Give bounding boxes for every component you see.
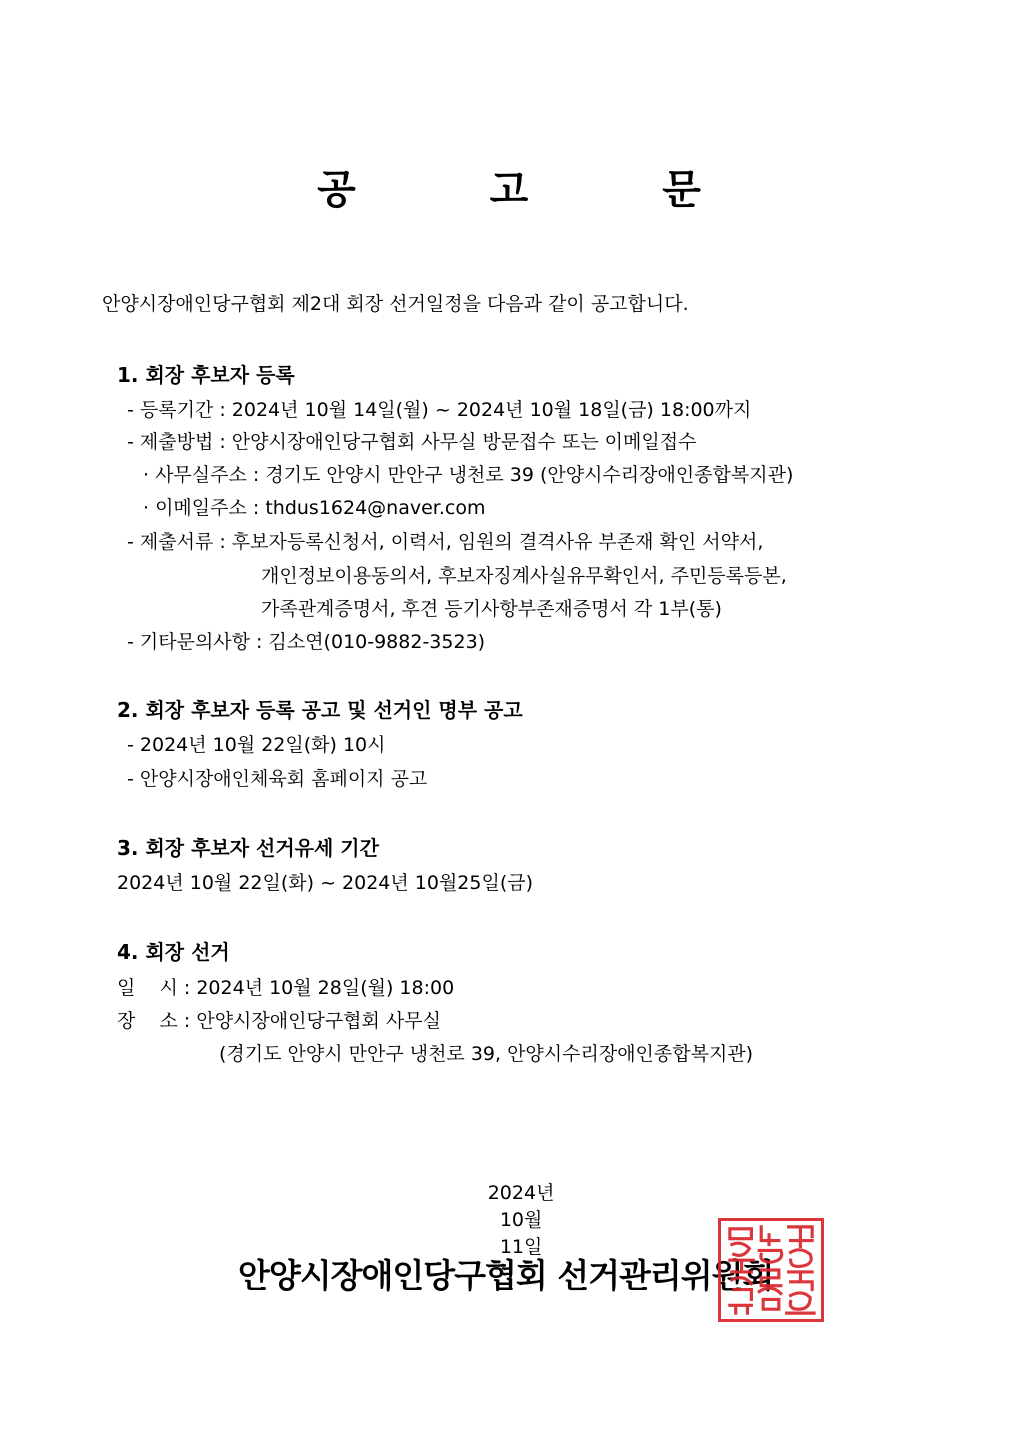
issue-date-month: 10월 <box>499 1209 543 1231</box>
section-4-heading: 4. 회장 선거 <box>117 940 230 964</box>
email-address: · 이메일주소 : thdus1624@naver.com <box>143 497 486 519</box>
issue-date-year: 2024년 <box>487 1182 555 1204</box>
election-place-address: (경기도 안양시 만안구 냉천로 39, 안양시수리장애인종합복지관) <box>219 1043 754 1065</box>
submission-method: - 제출방법 : 안양시장애인당구협회 사무실 방문접수 또는 이메일접수 <box>127 431 697 453</box>
inquiry-contact: - 기타문의사항 : 김소연(010-9882-3523) <box>127 631 486 653</box>
campaign-period: 2024년 10월 22일(화) ~ 2024년 10월25일(금) <box>117 872 534 894</box>
election-datetime: 일 시 : 2024년 10월 28일(월) 18:00 <box>117 977 455 999</box>
election-place: 장 소 : 안양시장애인당구협회 사무실 <box>117 1010 441 1032</box>
section-1-heading: 1. 회장 후보자 등록 <box>117 363 295 387</box>
section-3-heading: 3. 회장 후보자 선거유세 기간 <box>117 836 379 860</box>
section-2-heading: 2. 회장 후보자 등록 공고 및 선거인 명부 공고 <box>117 698 523 722</box>
required-documents-cont-2: 가족관계증명서, 후견 등기사항부존재증명서 각 1부(통) <box>261 598 722 620</box>
announcement-date: - 2024년 10월 22일(화) 10시 <box>127 734 386 756</box>
official-seal-stamp <box>718 1218 824 1322</box>
issuing-organization: 안양시장애인당구협회 선거관리위원회 <box>238 1256 774 1295</box>
intro-text: 안양시장애인당구협회 제2대 회장 선거일정을 다음과 같이 공고합니다. <box>102 293 689 315</box>
registration-period: - 등록기간 : 2024년 10월 14일(월) ~ 2024년 10월 18일(금) 18:00까지 <box>127 399 752 421</box>
required-documents: - 제출서류 : 후보자등록신청서, 이력서, 임원의 결격사유 부존재 확인 서약서, <box>127 531 764 553</box>
seal-graphic <box>721 1221 821 1319</box>
office-address: · 사무실주소 : 경기도 안양시 만안구 냉천로 39 (안양시수리장애인종합복지관) <box>143 464 794 486</box>
required-documents-cont-1: 개인정보이용동의서, 후보자징계사실유무확인서, 주민등록등본, <box>261 565 787 587</box>
document-title: 공 고 문 <box>317 167 761 213</box>
announcement-location: - 안양시장애인체육회 홈페이지 공고 <box>127 768 428 790</box>
issue-date-day: 11일 <box>499 1236 543 1258</box>
